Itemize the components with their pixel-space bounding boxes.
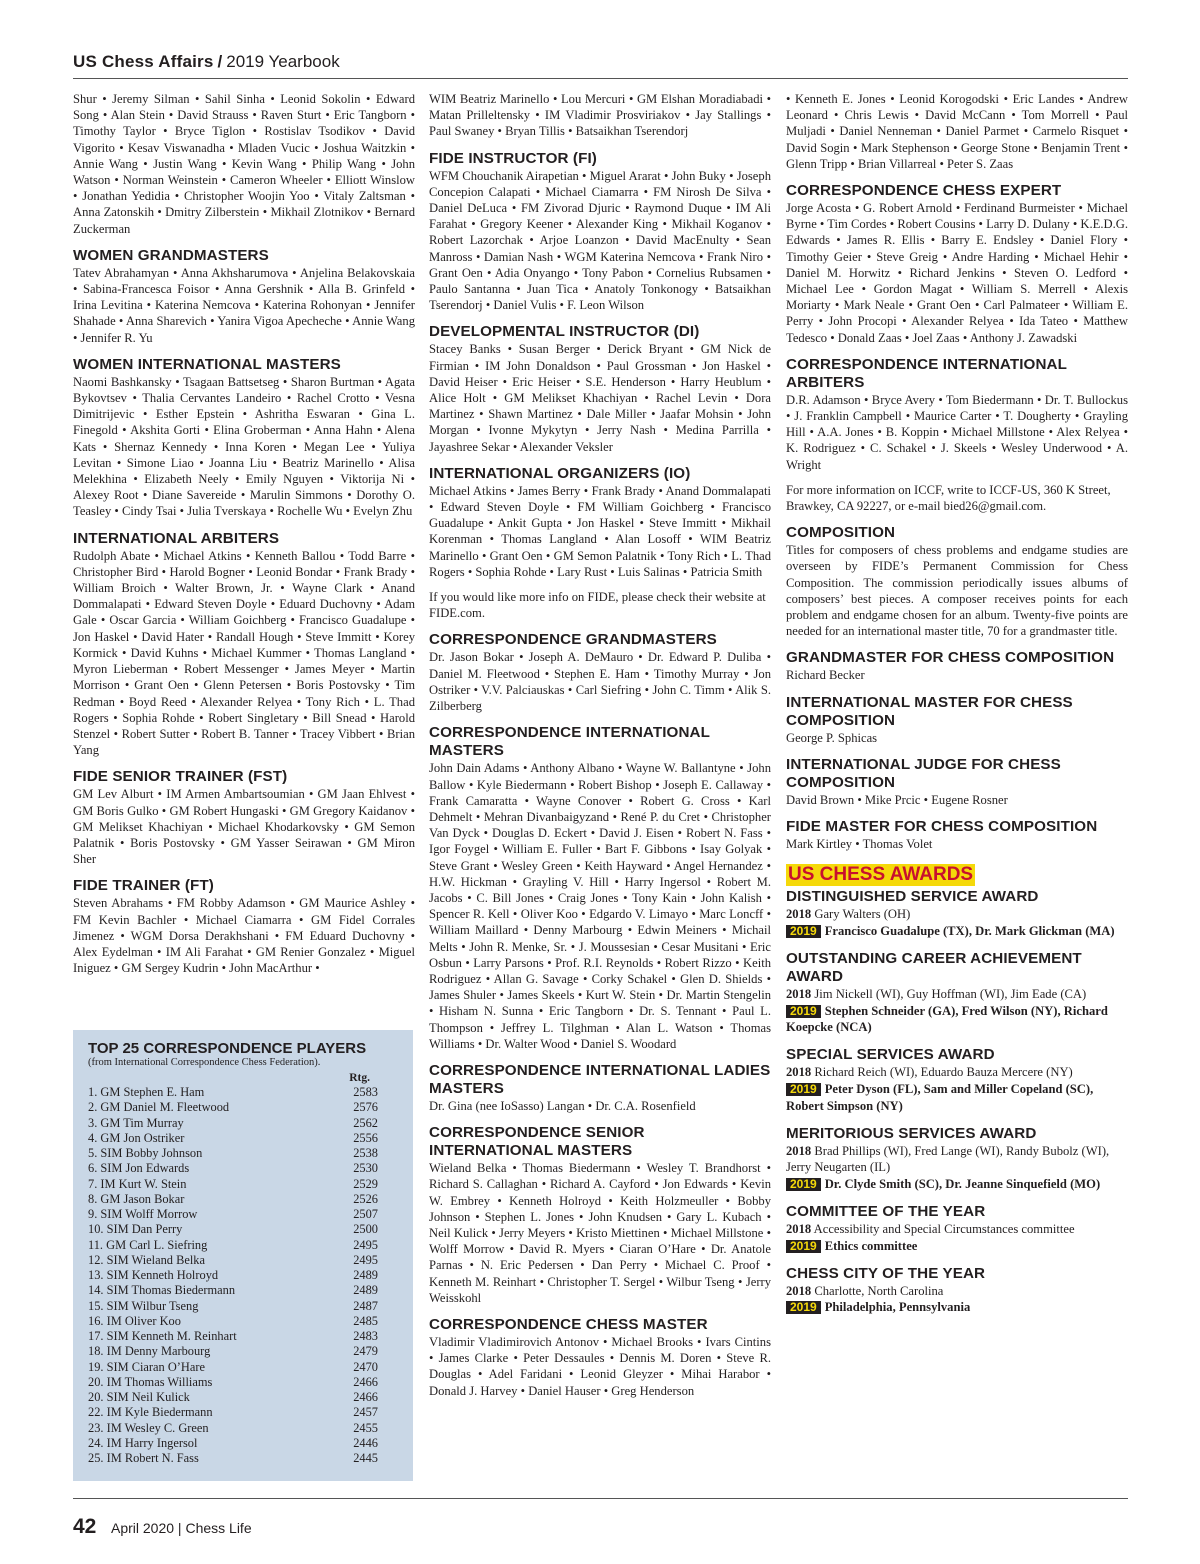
year-2019-badge: 2019 [786, 1301, 821, 1314]
fide-trainer-list-continued: WIM Beatriz Marinello • Lou Mercuri • GM Elshan Moradiabadi • Matan Prilleltensky • IM Vladimir Prosviriakov • Jay Stallings • Paul Swaney • Bryan Tillis • Batsaikhan Tserendorj [429, 92, 771, 139]
page-number: 42 [73, 1515, 97, 1538]
fide-info-note: If you would like more info on FIDE, please check their website at FIDE.com. [429, 590, 766, 621]
award-heading: MERITORIOUS SERVICES AWARD [786, 1124, 1037, 1142]
player-name: 2. GM Daniel M. Fleetwood [88, 1100, 230, 1115]
award-2019-recipients: Philadelphia, Pennsylvania [824, 1300, 971, 1315]
player-rating: 2489 [353, 1268, 378, 1282]
heading-correspondence-international-arbiters: CORRESPONDENCE INTERNATIONAL ARBITERS [786, 355, 1067, 391]
heading-correspondence-grandmasters: CORRESPONDENCE GRANDMASTERS [429, 631, 717, 649]
player-name: 1. GM Stephen E. Ham [88, 1085, 205, 1099]
player-rating: 2526 [353, 1191, 378, 1206]
correspondence-senior-im-list: Wieland Belka • Thomas Biedermann • Wesley T. Brandhorst • Richard S. Callaghan • Richard A. Cayford • Jon Edwards • Kevin W. Embrey • Kenneth Holroyd • Keith Holzmeuller • Bobby Johnson • Stephen L. Jones • John Knudsen • Gary L. Kubach • Neil Kulick • Jerry Meyers • Kristo Miettinen • Michael Millstone • Wolff Morrow • David R. Myers • Ciaran O’Hare • Dr. Anatole Parnas • N. Eric Pedersen • Dan Perry • Michael C. Proof • Kenneth M. Reinhart • Christopher T. Sergel • Wilbur Tseng • Jerry Weisskohl [429, 1161, 771, 1305]
correspondence-chess-master-list: Vladimir Vladimirovich Antonov • Michael Brooks • Ivars Cintins • James Clarke • Peter Dessaules • Dennis M. Doren • Steve R. Douglas • Adel Faridani • Leonid Gleyzer • Mihai Harabor • Donald J. Harvey • Daniel Hauser • Greg Henderson [429, 1334, 771, 1398]
heading-international-arbiters: INTERNATIONAL ARBITERS [73, 529, 280, 547]
award-2018-entry [786, 1064, 1128, 1081]
year-2018-label: 2018 [786, 1143, 812, 1158]
table-row [88, 1405, 398, 1420]
gm-composition-list: Richard Becker [786, 668, 865, 683]
fide-senior-trainer-list: GM Lev Alburt • IM Armen Ambartsoumian • GM Jaan Ehlvest • GM Boris Gulko • GM Robert Hungaski • GM Gregory Kaidanov • GM Melikset Khachiyan • Michael Khodarkovsky • GM Semon Palatnik • Boris Postovsky • GM Yasser Seirawan • GM Miron Sher [73, 787, 415, 867]
award-2019-recipients: Ethics committee [824, 1238, 918, 1253]
table-row [88, 1131, 398, 1146]
table-row [88, 1283, 398, 1298]
player-name: 25. IM Robert N. Fass [88, 1451, 199, 1465]
award-2019-recipients: Stephen Schneider (GA), Fred Wilson (NY), Richard Koepcke (NCA) [786, 1003, 1108, 1035]
award-heading: DISTINGUISHED SERVICE AWARD [786, 888, 1039, 906]
player-rating: 2583 [353, 1085, 378, 1099]
year-2019-badge: 2019 [786, 1005, 821, 1018]
judge-composition-list: David Brown • Mike Prcic • Eugene Rosner [786, 792, 1008, 807]
award-2018-entry [786, 1283, 1128, 1300]
international-organizers-list: Michael Atkins • James Berry • Frank Brady • Anand Dommalapati • Edward Steven Doyle • FM William Goichberg • Francisco Guadalupe • Ankit Gupta • Jon Haskel • Steve Immitt • Mikhail Korenman • Thomas Langland • Alan Losoff • WIM Beatriz Marinello • Grant Oen • GM Semon Palatnik • Tony Rich • L. Thad Rogers • Sophia Rohde • Lary Rust • Luis Salinas • Patricia Smith [429, 483, 771, 579]
player-name: 22. IM Kyle Biedermann [88, 1405, 213, 1420]
year-2018-label: 2018 [786, 907, 812, 922]
player-name: 9. SIM Wolff Morrow [88, 1207, 198, 1221]
table-row [88, 1085, 398, 1100]
player-name: 3. GM Tim Murray [88, 1115, 184, 1130]
player-rating: 2576 [353, 1100, 378, 1115]
award-heading: COMMITTEE OF THE YEAR [786, 1203, 986, 1221]
award-2019-entry [786, 1238, 1128, 1255]
heading-correspondence-international-ladies-masters: CORRESPONDENCE INTERNATIONAL LADIES MASTERS [429, 1061, 771, 1097]
title-separator: / [217, 52, 223, 71]
award-2019-entry [786, 1176, 1128, 1193]
heading-fm-chess-composition: FIDE MASTER FOR CHESS COMPOSITION [786, 818, 1098, 836]
year-2018-label: 2018 [786, 1222, 812, 1237]
table-row [88, 1375, 398, 1390]
player-name: 8. GM Jason Bokar [88, 1191, 185, 1206]
player-rating: 2446 [353, 1435, 378, 1450]
award-heading: OUTSTANDING CAREER ACHIEVEMENT AWARD [786, 949, 1082, 985]
heading-judge-chess-composition: INTERNATIONAL JUDGE FOR CHESS COMPOSITION [786, 755, 1061, 791]
award-2018-recipients: Richard Reich (WI), Eduardo Bauza Mercere (NY) [814, 1065, 1073, 1080]
heading-fide-senior-trainer: FIDE SENIOR TRAINER (FST) [73, 768, 288, 786]
heading-composition: COMPOSITION [786, 524, 896, 542]
yearbook-label: 2019 Yearbook [226, 52, 340, 71]
page-header [73, 52, 1128, 79]
award-2019-entry [786, 1081, 1128, 1115]
fide-instructor-list: WFM Chouchanik Airapetian • Miguel Ararat • John Buky • Joseph Concepion Calapati • Michael Ciamarra • FM Nirosh De Silva • Daniel DeLuca • FM Zivorad Djuric • Raymond Duque • IM Ali Farahat • Gregory Keener • Alexander King • Mikhail Koganov • Robert Lazorchak • Arjoe Loanzon • David MacEnulty • Sean Manross • Damian Nash • WGM Katerina Nemcova • Frank Niro • Grant Oen • Adia Onyango • Tony Pabon • Cornelius Rubsamen • Paulo Santanna • Juan Tica • Anatoly Tonkonogy • Batsaikhan Tserendorj • Daniel Vulis • F. Leon Wilson [429, 168, 771, 313]
heading-correspondence-chess-master: CORRESPONDENCE CHESS MASTER [429, 1315, 708, 1333]
women-grandmasters-list: Tatev Abrahamyan • Anna Akhsharumova • Anjelina Belakovskaia • Sabina-Francesca Foisor • Anna Gershnik • Alla B. Grinfeld • Irina Levitina • Katerina Nemcova • Katerina Rohonyan • Jennifer Shahade • Anna Sharevich • Yanira Vigoa Apecheche • Annie Wang • Jennifer R. Yu [73, 265, 415, 345]
year-2019-badge: 2019 [786, 1240, 821, 1253]
year-2019-badge: 2019 [786, 1178, 821, 1191]
player-name: 6. SIM Jon Edwards [88, 1161, 190, 1176]
player-rating: 2466 [353, 1390, 378, 1404]
table-row [88, 1299, 398, 1314]
table-row [88, 1314, 398, 1329]
composition-description: Titles for composers of chess problems and endgame studies are overseen by FIDE’s Permanent Commission for Chess Composition. The commission periodically issues albums of composers’ best pieces. A composer receives points for each problem and endgame chosen for an album. Twenty-five points are needed for an international master title, 70 for a grandmaster title. [786, 543, 1128, 639]
table-row [88, 1360, 398, 1375]
table-row [88, 1207, 398, 1222]
fide-trainer-list: Steven Abrahams • FM Robby Adamson • GM Maurice Ashley • FM Kevin Bachler • Michael Ciamarra • GM Fidel Corrales Jimenez • WGM Dorsa Derakhshani • FM Eduard Duchovny • Alex Eydelman • IM Ali Farahat • GM Renier Gonzalez • Miguel Iniguez • GM Sergey Kudrin • John MacArthur • [73, 896, 415, 976]
player-rating: 2479 [353, 1344, 378, 1359]
section-title: US Chess Affairs [73, 52, 214, 71]
heading-developmental-instructor: DEVELOPMENTAL INSTRUCTOR (DI) [429, 323, 700, 341]
table-row [88, 1116, 398, 1131]
player-rating: 2445 [353, 1451, 378, 1465]
award-2019-entry [786, 923, 1128, 940]
heading-correspondence-international-masters: CORRESPONDENCE INTERNATIONAL MASTERS [429, 724, 710, 760]
year-2018-label: 2018 [786, 986, 812, 1001]
award-2019-recipients: Peter Dyson (FL), Sam and Miller Copeland (SC), Robert Simpson (NY) [786, 1082, 1094, 1113]
heading-correspondence-senior-international-masters: CORRESPONDENCE SENIOR INTERNATIONAL MASTERS [429, 1124, 645, 1160]
year-2019-badge: 2019 [786, 925, 821, 938]
player-rating: 2500 [353, 1222, 378, 1237]
table-row [88, 1146, 398, 1161]
table-row [88, 1100, 398, 1115]
heading-women-grandmasters: WOMEN GRANDMASTERS [73, 246, 269, 264]
table-row [88, 1161, 398, 1176]
award-2018-entry [786, 1221, 1128, 1238]
table-row [88, 1390, 398, 1405]
table-row [88, 1222, 398, 1237]
player-rating: 2495 [353, 1252, 378, 1267]
table-row [88, 1238, 398, 1253]
women-international-masters-list: Naomi Bashkansky • Tsagaan Battsetseg • Sharon Burtman • Agata Bykovtsev • Thalia Cervantes Landeiro • Rachel Crotto • Vesna Dimitrijevic • Esther Epstein • Ashritha Eswaran • Gina L. Finegold • Akshita Gorti • Elina Groberman • Anna Hahn • Alena Kats • Shernaz Kennedy • Inna Koren • Megan Lee • Yuliya Levitan • Simone Liao • Joanna Liu • Beatriz Marinello • Alisa Melekhina • Elizabeth Neely • Emily Nguyen • Viktorija Ni • Alexey Root • Diane Savereide • Marulin Simmons • Dorothy O. Teasley • Cindy Tsai • Julia Tverskaya • Rochelle Wu • Evelyn Zhu [73, 374, 415, 519]
award-heading: SPECIAL SERVICES AWARD [786, 1046, 995, 1064]
table-row [88, 1451, 398, 1466]
player-rating: 2562 [353, 1115, 378, 1130]
developmental-instructor-list: Stacey Banks • Susan Berger • Derick Bryant • GM Nick de Firmian • IM John Donaldson • Paul Grossman • Jon Haskel • David Heiser • Eric Heiser • S.E. Henderson • Harry Heublum • Alice Holt • GM Melikset Khachiyan • Rachel Levin • Dora Martinez • Shawn Martinez • Dale Miller • Jaafar Mohsin • John Morgan • Ivonne Mykytyn • Jerry Nash • Medina Parrilla • Jayashree Sekar • Alexander Veksler [429, 342, 771, 454]
player-rating: 2470 [353, 1359, 378, 1374]
player-rating: 2495 [353, 1237, 378, 1252]
player-name: 13. SIM Kenneth Holroyd [88, 1268, 219, 1282]
player-rating: 2483 [353, 1329, 378, 1343]
heading-fide-trainer: FIDE TRAINER (FT) [73, 877, 214, 895]
correspondence-international-masters-list: John Dain Adams • Anthony Albano • Wayne W. Ballantyne • John Ballow • Kyle Biedermann • Robert Bishop • Joseph E. Callaway • Frank Camaratta • Wayne Conover • Robert G. Cross • Karl Dehmelt • Mehran Divanbaigyzand • René P. du Cret • Christopher Van Dyck • Douglas D. Eckert • David J. Eisen • Robert N. Fass • Igor Foygel • William E. Fuller • Bart F. Gibbons • Isay Golyak • Steve Grant • Wesley Green • Keith Hayward • Angel Hernandez • H.W. Hickman • Grayling V. Hill • Harry Ingersol • Robert M. Jacobs • C. Bill Jones • Craig Jones • Tony Kain • John Kalish • Spencer R. Kell • Oliver Koo • Edgardo V. Limayo • Marc Loncff • William Maillard • Denny Marbourg • Edwin Meiners • Michail Melts • John R. Menke, Sr. • J. Moussesian • Cesar Musitani • Eric Osbun • Larry Parsons • Prof. R.I. Reynolds • Robert Rizzo • Keith Rodriguez • Allan G. Savage • Corky Schakel • Glen D. Shields • James Shuler • James Skeels • Kurt W. Stein • Dr. Martin Stengelin • Hisham N. Sunna • Eric Tangborn • Dr. S. Tennant • Paul L. Thompson • Jeffrey L. Tilghman • Alan L. Watson • Thomas Williams • Dr. Walter Wood • Daniel S. Woodard [429, 761, 771, 1051]
player-rating: 2485 [353, 1313, 378, 1328]
heading-international-organizers: INTERNATIONAL ORGANIZERS (IO) [429, 464, 691, 482]
player-rating: 2530 [353, 1161, 378, 1176]
year-2019-badge: 2019 [786, 1083, 821, 1096]
player-name: 19. SIM Ciaran O’Hare [88, 1359, 205, 1374]
correspondence-ladies-masters-list: Dr. Gina (nee IoSasso) Langan • Dr. C.A. Rosenfield [429, 1098, 696, 1113]
table-row [88, 1344, 398, 1359]
award-2018-entry [786, 1143, 1128, 1177]
heading-fide-instructor: FIDE INSTRUCTOR (FI) [429, 149, 597, 167]
award-2018-entry [786, 986, 1128, 1003]
table-row [88, 1436, 398, 1451]
top25-table [88, 1085, 398, 1466]
table-row [88, 1253, 398, 1268]
international-arbiters-list: Rudolph Abate • Michael Atkins • Kenneth Ballou • Todd Barre • Christopher Bird • Harold Bogner • Leonid Bondar • Frank Brady • William Broich • Walter Brown, Jr. • Wayne Clark • Anand Dommalapati • Edward Steven Doyle • Eduard Duchovny • Adam Gale • Oscar Garcia • William Goichberg • Francisco Guadalupe • Jon Haskel • David Hater • Randall Hough • Steve Immitt • Korey Kormick • David Kuhns • Michael Kummer • Thomas Langland • Myron Lieberman • Robert Messenger • James Meyer • Martin Morrison • Grant Oen • Glenn Petersen • Boris Postovsky • Tim Redman • Boyd Reed • Alexander Relyea • Tony Rich • L. Thad Rogers • Sophia Rohde • Robert Singletary • Bill Snead • Harold Stenzel • Robert Sutter • Robert B. Tanner • Tracey Vibbert • Brian Yang [73, 548, 415, 758]
table-row [88, 1329, 398, 1344]
player-name: 12. SIM Wieland Belka [88, 1252, 205, 1267]
issue-label: April 2020 | Chess Life [111, 1520, 252, 1536]
award-2018-recipients: Gary Walters (OH) [814, 907, 911, 922]
im-composition-list: George P. Sphicas [786, 730, 878, 745]
table-row [88, 1192, 398, 1207]
award-heading: CHESS CITY OF THE YEAR [786, 1264, 986, 1282]
correspondence-grandmasters-list: Dr. Jason Bokar • Joseph A. DeMauro • Dr. Edward P. Duliba • Daniel M. Fleetwood • Stephen E. Ham • Timothy Murray • Jon Ostriker • V.V. Palciauskas • Carl Siefring • John C. Timm • Alik S. Zilberberg [429, 650, 771, 714]
player-rating: 2556 [353, 1130, 378, 1145]
gm-list-continued: Shur • Jeremy Silman • Sahil Sinha • Leonid Sokolin • Edward Song • Alan Stein • David Strauss • Raven Sturt • Eric Tangborn • Timothy Taylor • Bryce Tiglon • Rostislav Tsodikov • David Vigorito • Kesav Viswanadha • Mladen Vucic • Joshua Waitzkin • Annie Wang • Justin Wang • Kevin Wang • Philip Wang • John Watson • Norman Weinstein • Cameron Wheeler • Elliott Winslow • Jonathan Yedidia • Christopher Woojin Yoo • Vitaly Zaltsman • Anna Zatonskih • Dmitry Zilberstein • Mikhail Zlotnikov • Bernard Zuckerman [73, 92, 415, 236]
year-2018-label: 2018 [786, 1283, 812, 1298]
award-2019-entry [786, 1299, 1128, 1316]
player-name: 20. IM Thomas Williams [88, 1374, 213, 1389]
player-name: 7. IM Kurt W. Stein [88, 1176, 187, 1191]
award-2018-recipients: Charlotte, North Carolina [814, 1283, 944, 1298]
top25-subtitle: (from International Correspondence Chess Federation). [88, 1057, 321, 1068]
player-name: 24. IM Harry Ingersol [88, 1435, 198, 1450]
table-row [88, 1421, 398, 1436]
player-name: 20. SIM Neil Kulick [88, 1390, 190, 1404]
player-name: 10. SIM Dan Perry [88, 1222, 183, 1237]
player-rating: 2489 [353, 1283, 378, 1298]
player-rating: 2507 [353, 1207, 378, 1221]
player-name: 17. SIM Kenneth M. Reinhart [88, 1329, 237, 1343]
player-name: 15. SIM Wilbur Tseng [88, 1298, 199, 1313]
award-2019-entry [786, 1003, 1128, 1037]
award-2019-recipients: Dr. Clyde Smith (SC), Dr. Jeanne Sinquefield (MO) [824, 1177, 1101, 1192]
page-footer [73, 1498, 1128, 1539]
iccf-contact-note: For more information on ICCF, write to ICCF-US, 360 K Street, Brawkey, CA 92227, or e-mail bied26@gmail.com. [786, 482, 1111, 514]
player-name: 18. IM Denny Marbourg [88, 1344, 211, 1359]
heading-correspondence-chess-expert: CORRESPONDENCE CHESS EXPERT [786, 182, 1062, 200]
player-rating: 2466 [353, 1374, 378, 1389]
award-2018-recipients: Jim Nickell (WI), Guy Hoffman (WI), Jim Eade (CA) [814, 986, 1087, 1001]
award-2019-recipients: Francisco Guadalupe (TX), Dr. Mark Glickman (MA) [824, 924, 1115, 939]
player-rating: 2487 [353, 1298, 378, 1313]
player-rating: 2538 [353, 1146, 378, 1160]
player-name: 14. SIM Thomas Biedermann [88, 1283, 236, 1298]
correspondence-arbiters-list: D.R. Adamson • Bryce Avery • Tom Biedermann • Dr. T. Bullockus • J. Franklin Campbell • Maurice Carter • T. Dougherty • Grayling Hill • A.A. Jones • B. Koppin • Michael Millstone • Alex Relyea • K. Rodriguez • C. Schakel • J. Skeels • Wesley Underwood • A. Wright [786, 392, 1128, 472]
player-rating: 2455 [353, 1420, 378, 1435]
column-3 [786, 91, 1128, 1491]
awards-list [786, 888, 1128, 1316]
award-2018-entry [786, 906, 1128, 923]
correspondence-master-list-continued: • Kenneth E. Jones • Leonid Korogodski • Eric Landes • Andrew Leonard • Chris Lewis • David McCann • Tom Morrell • Paul Muljadi • Daniel Nenneman • Daniel Parmet • Carmelo Risquet • David Sogin • Mark Stephenson • George Stone • Benjamin Trent • Glenn Tripp • Brian Villarreal • Peter S. Zaas [786, 92, 1128, 171]
award-2018-recipients: Accessibility and Special Circumstances committee [813, 1222, 1075, 1237]
table-row [88, 1268, 398, 1283]
top25-title: TOP 25 CORRESPONDENCE PLAYERS [88, 1040, 367, 1057]
year-2018-label: 2018 [786, 1065, 812, 1080]
correspondence-chess-expert-list: Jorge Acosta • G. Robert Arnold • Ferdinand Burmeister • Michael Byrne • Tim Cordes • Robert Cousins • Larry D. Dulany • K.E.D.G. Edwards • James R. Ellis • Barry E. Endsley • Daniel Flory • Timothy Geier • Steve Greig • Andre Harding • Michael Hehir • Daniel M. Horwitz • Richard Jenkins • Steven O. Ledford • Michael Lee • Gordon Magat • William S. Merrell • Alexis Moriarty • Mark Neale • Grant Oen • Carl Palmateer • William E. Perry • John Procopi • Alexander Relyea • Ida Tateo • Matthew Tedesco • Donald Zaas • Joel Zaas • Anthony J. Zawadski [786, 201, 1128, 345]
player-name: 23. IM Wesley C. Green [88, 1420, 209, 1435]
column-2 [429, 91, 771, 1491]
player-rating: 2529 [353, 1176, 378, 1191]
heading-im-chess-composition: INTERNATIONAL MASTER FOR CHESS COMPOSITION [786, 693, 1073, 729]
us-chess-awards-title: US CHESS AWARDS [788, 864, 974, 886]
rating-column-header: Rtg. [349, 1072, 370, 1084]
top25-sidebar [73, 1030, 413, 1481]
player-name: 11. GM Carl L. Siefring [88, 1237, 208, 1252]
player-name: 4. GM Jon Ostriker [88, 1130, 185, 1145]
player-name: 16. IM Oliver Koo [88, 1313, 181, 1328]
table-row [88, 1177, 398, 1192]
player-rating: 2457 [353, 1405, 378, 1420]
award-2018-recipients: Brad Phillips (WI), Fred Lange (WI), Randy Bubolz (WI), Jerry Neugarten (IL) [786, 1143, 1110, 1175]
player-name: 5. SIM Bobby Johnson [88, 1146, 203, 1160]
heading-gm-chess-composition: GRANDMASTER FOR CHESS COMPOSITION [786, 649, 1115, 667]
fm-composition-list: Mark Kirtley • Thomas Volet [786, 837, 933, 852]
heading-women-international-masters: WOMEN INTERNATIONAL MASTERS [73, 355, 341, 373]
